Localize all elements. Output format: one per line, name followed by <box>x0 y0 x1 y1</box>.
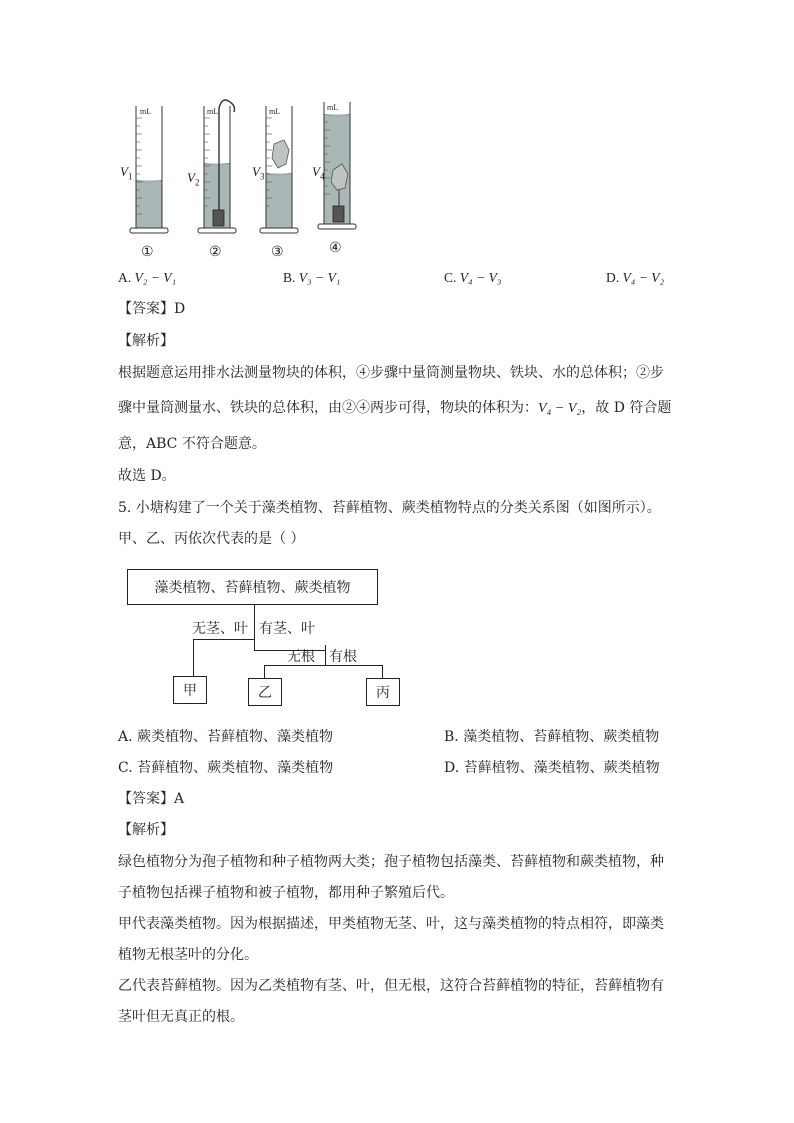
unit-label-2: mL <box>207 107 219 116</box>
volume-label-v4: $V_4$ <box>312 164 325 182</box>
q4-analysis-title: 【解析】 <box>118 333 174 349</box>
q5-stem-line-1: 5. 小塘构建了一个关于藻类植物、苔藓植物、蕨类植物特点的分类关系图（如图所示）。 <box>118 500 661 516</box>
q5-option-b: B. 藻类植物、苔藓植物、蕨类植物 <box>444 729 660 745</box>
cylinder-2 <box>198 100 236 233</box>
q4-option-c: C. V₄ − V₃ <box>444 270 502 285</box>
cylinder-number-1: ① <box>141 245 154 260</box>
box-yi: 乙 <box>248 678 282 706</box>
q5-analysis-line-3: 甲代表藻类植物。因为根据描述，甲类植物无茎、叶，这与藻类植物的特点相符，即藻类 <box>118 916 664 932</box>
volume-label-v3: $V_3$ <box>252 164 265 182</box>
q4-analysis-line-4: 故选 D。 <box>118 468 176 484</box>
connector <box>382 665 383 678</box>
connector <box>264 665 265 678</box>
q4-analysis-line-1: 根据题意运用排水法测量物块的体积，④步骤中量筒测量物块、铁块、水的总体积；②步 <box>118 365 664 381</box>
q4-analysis-line-2: 骤中量筒测量水、铁块的总体积，由②④两步可得，物块的体积为：V₄ − V₂，故 D 符合题 <box>118 400 672 416</box>
volume-label-v2: $V_2$ <box>187 170 200 188</box>
unit-label-3: mL <box>269 107 281 116</box>
label-no-stem-leaf: 无茎、叶 <box>192 621 248 637</box>
q5-answer: 【答案】A <box>118 791 185 807</box>
cylinder-number-3: ③ <box>271 245 284 260</box>
connector <box>325 645 326 665</box>
q5-analysis-line-1: 绿色植物分为孢子植物和种子植物两大类；孢子植物包括藻类、苔藓植物和蕨类植物，种 <box>118 854 664 870</box>
q4-answer: 【答案】D <box>118 301 186 317</box>
box-bing: 丙 <box>366 678 400 706</box>
connector <box>254 639 255 650</box>
cylinder-number-4: ④ <box>329 241 342 256</box>
label-no-root: 无根 <box>287 649 315 665</box>
q5-option-a: A. 蕨类植物、苔藓植物、藻类植物 <box>118 729 334 745</box>
box-jia: 甲 <box>173 676 207 704</box>
q5-analysis-title: 【解析】 <box>118 822 174 838</box>
cylinder-1 <box>130 106 168 233</box>
connector <box>264 665 383 666</box>
q5-option-d: D. 苔藓植物、藻类植物、蕨类植物 <box>444 760 660 776</box>
q4-option-a: A. V₂ − V₁ <box>118 270 177 285</box>
cylinder-3 <box>260 106 298 233</box>
cylinder-figure <box>110 98 370 263</box>
q4-analysis-line-3: 意，ABC 不符合题意。 <box>118 436 266 452</box>
connector <box>193 639 194 676</box>
volume-label-v1: $V_1$ <box>120 164 133 182</box>
q5-stem-line-2: 甲、乙、丙依次代表的是（ ） <box>118 531 305 547</box>
unit-label-4: mL <box>327 103 339 112</box>
q5-analysis-line-5: 乙代表苔藓植物。因为乙类植物有茎、叶，但无根，这符合苔藓植物的特征，苔藓植物有 <box>118 978 664 994</box>
unit-label-1: mL <box>140 107 152 116</box>
q5-option-c: C. 苔藓植物、蕨类植物、藻类植物 <box>118 760 334 776</box>
label-has-stem-leaf: 有茎、叶 <box>259 621 315 637</box>
q5-analysis-line-4: 植物无根茎叶的分化。 <box>118 947 258 963</box>
q5-analysis-line-2: 子植物包括裸子植物和被子植物，都用种子繁殖后代。 <box>118 885 454 901</box>
cylinder-number-2: ② <box>209 245 222 260</box>
diagram-top-box: 藻类植物、苔藓植物、蕨类植物 <box>127 569 378 605</box>
q5-analysis-line-6: 茎叶但无真正的根。 <box>118 1009 244 1025</box>
connector <box>193 639 255 640</box>
label-has-root: 有根 <box>329 649 357 665</box>
connector <box>254 605 255 639</box>
q4-option-b: B. V₃ − V₁ <box>283 270 341 285</box>
cylinders-illustration <box>110 98 370 263</box>
q4-option-d: D. V₄ − V₂ <box>606 270 665 285</box>
